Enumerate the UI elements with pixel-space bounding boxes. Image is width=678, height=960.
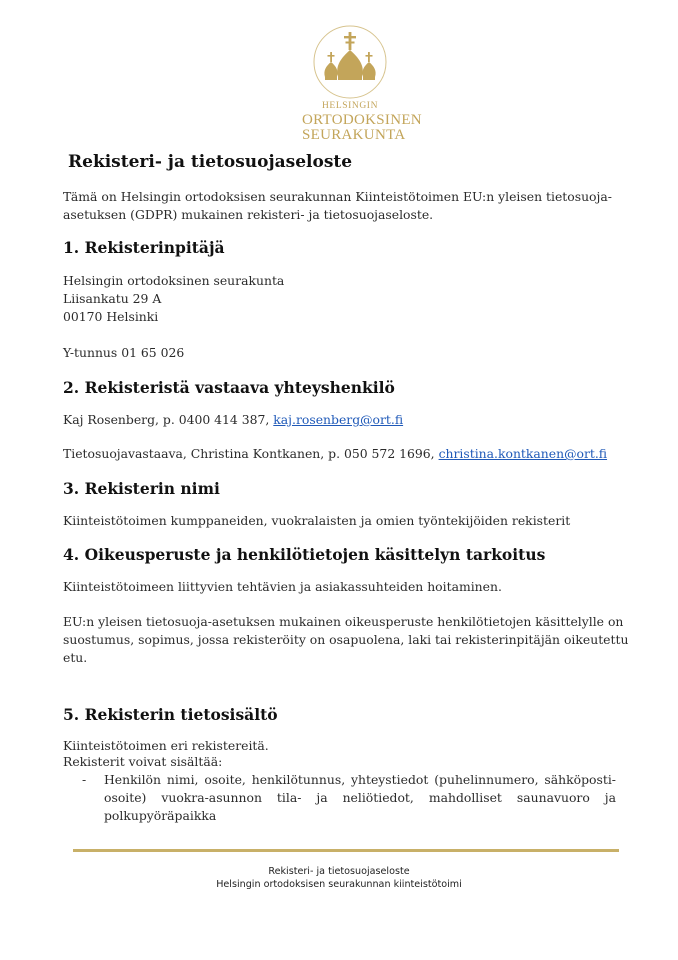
controller-city: 00170 Helsinki <box>63 309 159 324</box>
section-5-heading: 5. Rekisterin tietosisältö <box>63 705 278 724</box>
section-3-heading: 3. Rekisterin nimi <box>63 479 220 498</box>
bullet-marker: - <box>82 772 87 787</box>
purpose-text: Kiinteistötoimeen liittyvien tehtävien ja asiakassuhteiden hoitaminen. <box>63 579 502 594</box>
footer-line-2: Helsingin ortodoksisen seurakunnan kiinteistötoimi <box>216 879 462 890</box>
list-item <box>82 771 616 825</box>
legal-basis-line-2: suostumus, sopimus, jossa rekisteröity on osapuolena, laki tai rekisterinpitäjän oikeutettu <box>63 632 629 647</box>
contact-2 <box>63 445 607 463</box>
logo-text-ortodoksinen: ORTODOKSINEN <box>302 112 422 128</box>
church-domes-icon <box>302 24 398 104</box>
section-1-heading: 1. Rekisterinpitäjä <box>63 238 225 257</box>
document-title: Rekisteri- ja tietosuojaseloste <box>68 152 353 172</box>
church-logo <box>302 24 422 143</box>
intro-line-1: Tämä on Helsingin ortodoksisen seurakunnan Kiinteistötoimen EU:n yleisen tietosuoja- <box>63 189 612 204</box>
business-id: Y-tunnus 01 65 026 <box>63 345 185 360</box>
section-2-heading: 2. Rekisteristä vastaava yhteyshenkilö <box>63 378 395 397</box>
controller-name: Helsingin ortodoksinen seurakunta <box>63 273 285 288</box>
content-line-2: Rekisterit voivat sisältää: <box>63 754 223 769</box>
footer-divider <box>73 849 619 852</box>
list-item-text: Henkilön nimi, osoite, henkilötunnus, yhteystiedot (puhelinnumero, sähköposti-osoite) vuokra-asunnon tila- ja neliötiedot, mahdolliset saunavuoro ja polkupyöräpaikka <box>104 772 616 823</box>
legal-basis-line-1: EU:n yleisen tietosuoja-asetuksen mukainen oikeusperuste henkilötietojen käsittelylle on <box>63 614 624 629</box>
logo-text-helsingin: HELSINGIN <box>321 101 379 111</box>
contact-2-email-link[interactable]: christina.kontkanen@ort.fi <box>438 446 608 461</box>
contact-2-text: Tietosuojavastaava, Christina Kontkanen, p. 050 572 1696, <box>63 446 439 461</box>
logo-text-seurakunta: SEURAKUNTA <box>302 127 406 143</box>
contact-1 <box>63 411 403 429</box>
footer-line-1: Rekisteri- ja tietosuojaseloste <box>268 866 410 877</box>
intro-line-2: asetuksen (GDPR) mukainen rekisteri- ja tietosuojaseloste. <box>63 207 434 222</box>
controller-street: Liisankatu 29 A <box>63 291 162 306</box>
register-name-text: Kiinteistötoimen kumppaneiden, vuokralaisten ja omien työntekijöiden rekisterit <box>63 513 571 528</box>
legal-basis-line-3: etu. <box>63 650 88 665</box>
section-4-heading: 4. Oikeusperuste ja henkilötietojen käsittelyn tarkoitus <box>63 545 546 564</box>
content-line-1: Kiinteistötoimen eri rekistereitä. <box>63 738 269 753</box>
contact-1-email-link[interactable]: kaj.rosenberg@ort.fi <box>273 412 404 427</box>
contact-1-text: Kaj Rosenberg, p. 0400 414 387, <box>63 412 274 427</box>
